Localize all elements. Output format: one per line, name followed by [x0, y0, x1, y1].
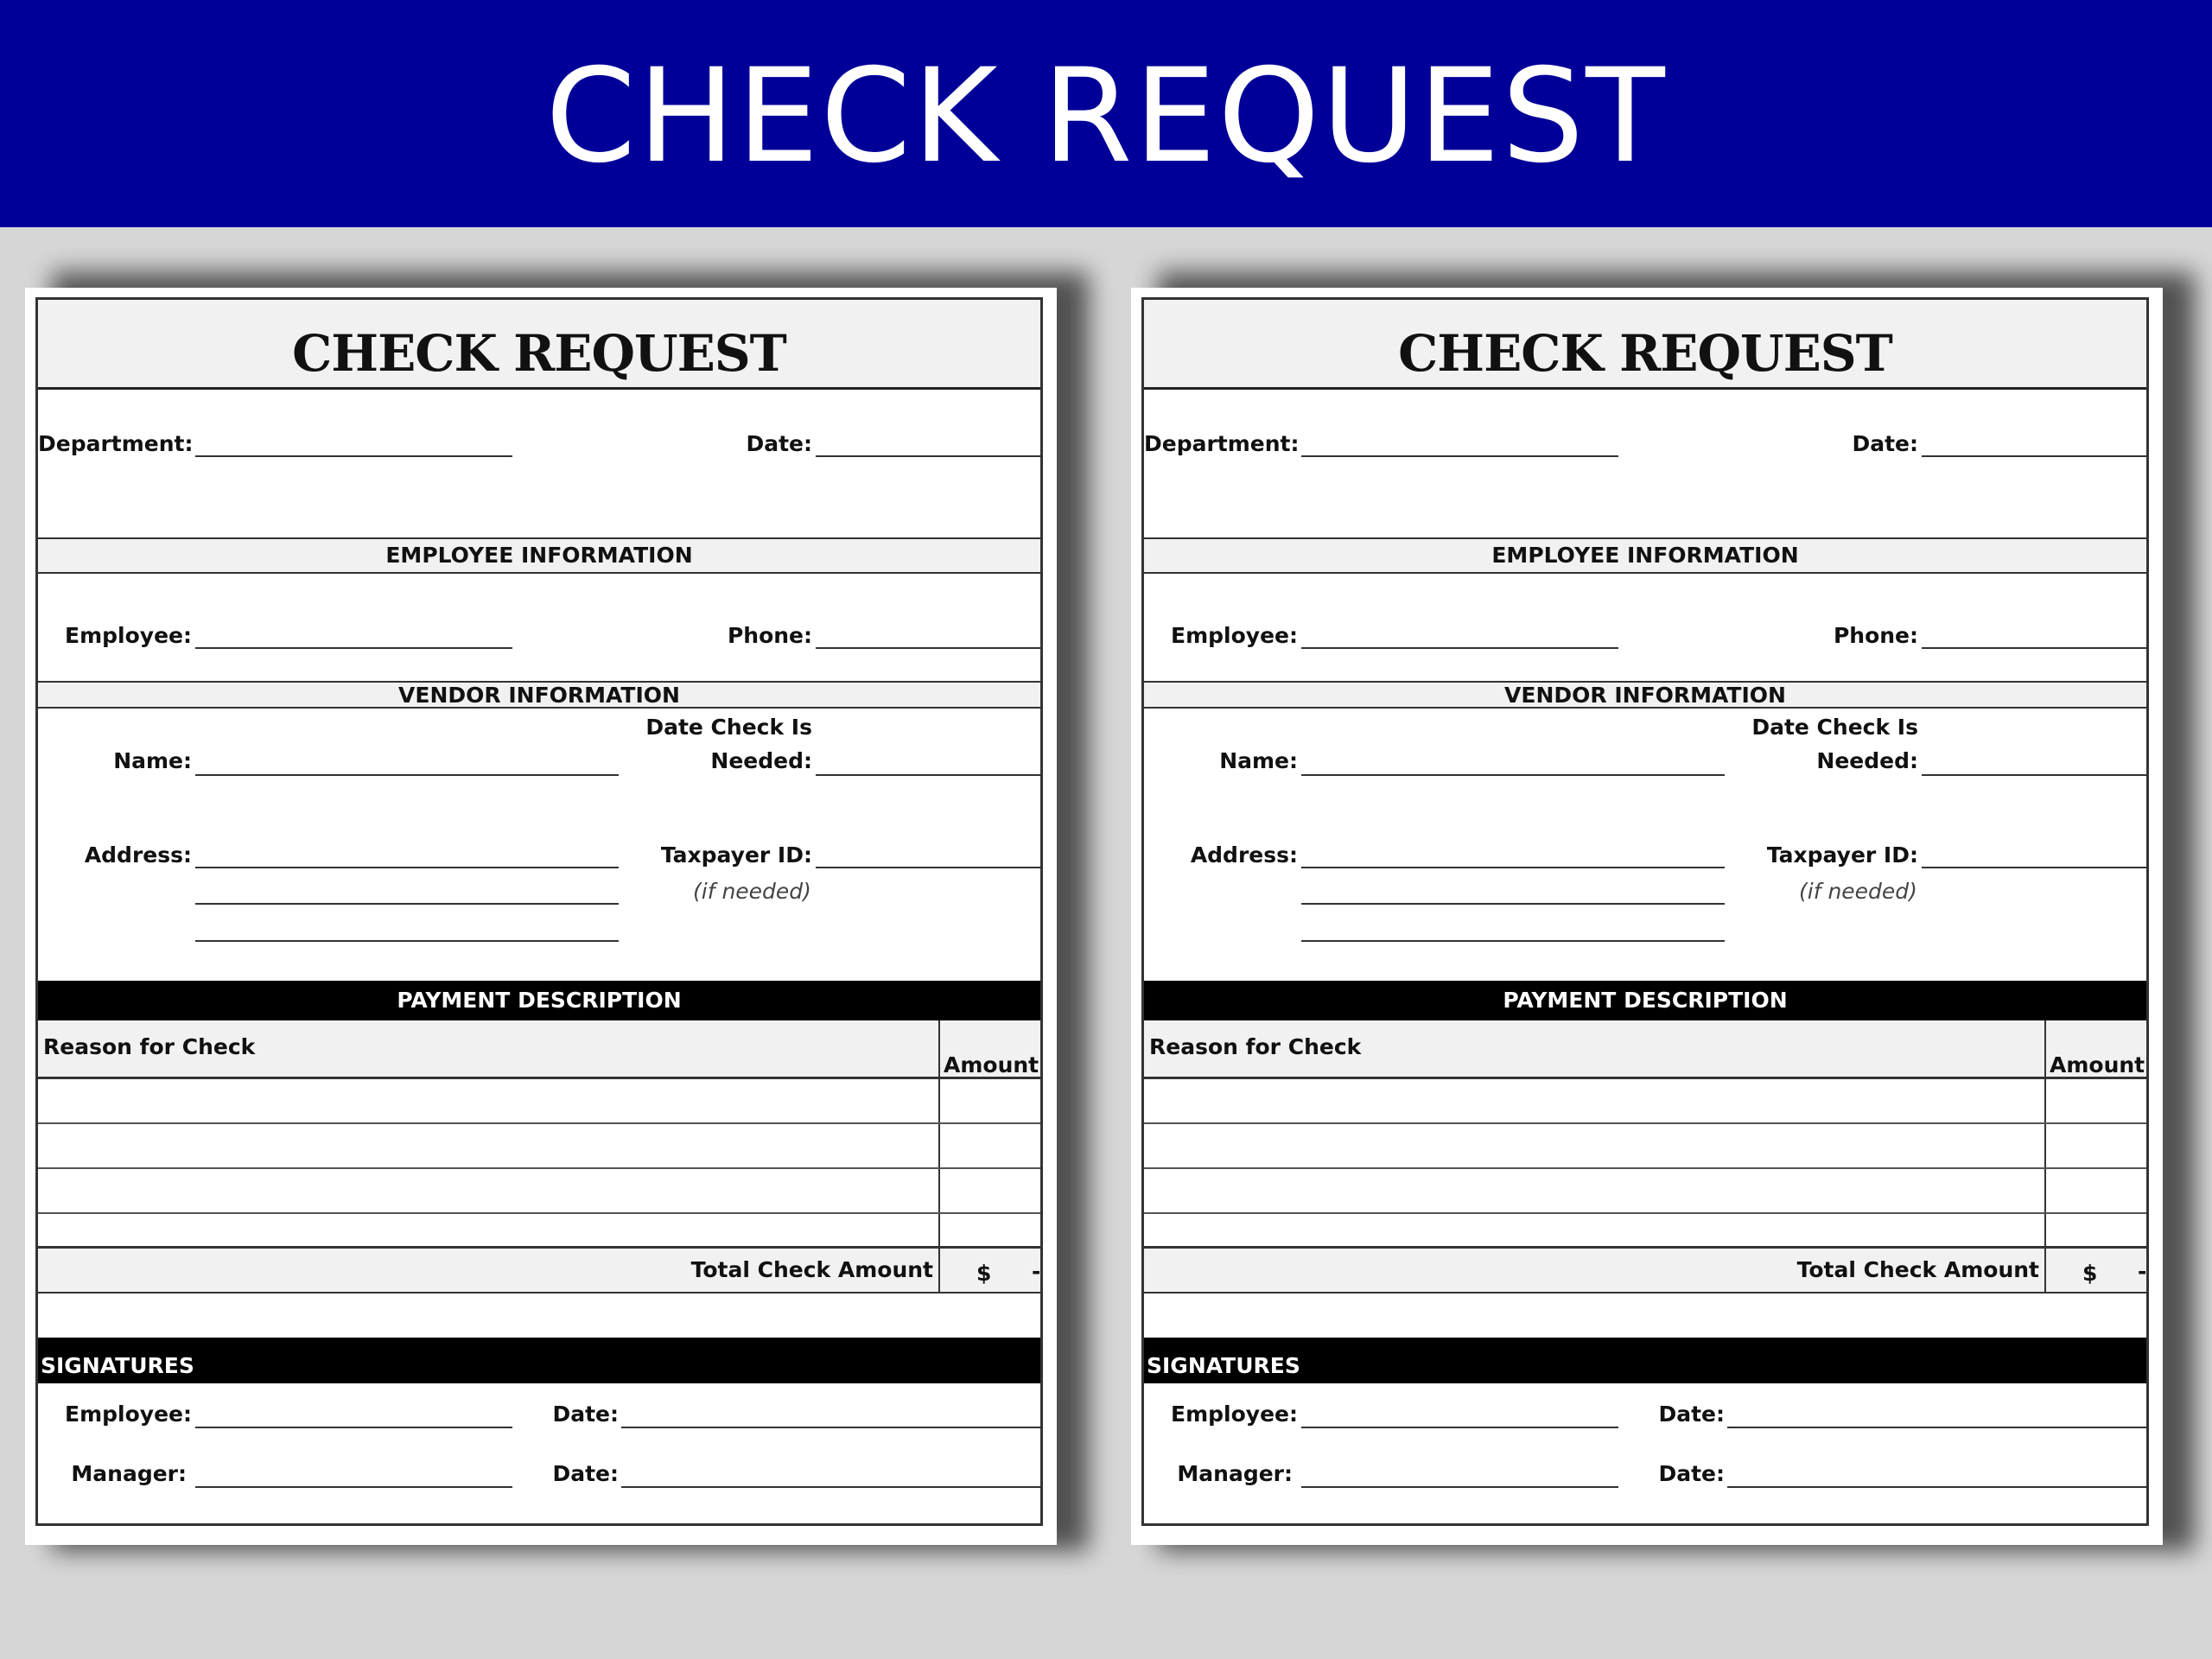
sig-employee-label: Employee:: [1171, 1402, 1298, 1427]
date-label: Date:: [1852, 431, 1918, 456]
address-field-line1[interactable]: [195, 867, 619, 868]
phone-label: Phone:: [1833, 623, 1918, 648]
payment-row-3[interactable]: [1144, 1169, 2146, 1214]
name-label: Name:: [1219, 748, 1298, 773]
sig-employee-label: Employee:: [65, 1402, 192, 1427]
payment-row-2[interactable]: [38, 1124, 1040, 1169]
address-label: Address:: [84, 842, 192, 868]
vendor-section-heading: VENDOR INFORMATION: [398, 683, 680, 708]
date-needed-label-line1: Date Check Is: [645, 715, 812, 740]
sig-employee-date-label: Date:: [1658, 1402, 1725, 1427]
date-needed-label-line2: Needed:: [710, 748, 812, 773]
payment-row-2[interactable]: [1144, 1124, 2146, 1169]
sig-employee-field[interactable]: [195, 1427, 512, 1428]
sig-manager-date-label: Date:: [552, 1461, 619, 1486]
form-frame: [1141, 297, 2149, 1526]
payment-row-3[interactable]: [38, 1169, 1040, 1214]
signatures-section-heading: SIGNATURES: [41, 1353, 194, 1378]
name-label: Name:: [113, 748, 192, 773]
sig-employee-date-field[interactable]: [1727, 1427, 2146, 1428]
taxpayer-id-label: Taxpayer ID:: [660, 842, 812, 868]
sig-manager-label: Manager:: [71, 1461, 187, 1486]
sig-manager-label: Manager:: [1177, 1461, 1293, 1486]
header-banner: [0, 0, 2212, 227]
taxpayer-note: (if needed): [1799, 879, 1917, 904]
sig-manager-field[interactable]: [195, 1486, 512, 1488]
total-check-amount-value[interactable]: -: [1032, 1259, 1041, 1284]
employee-label: Employee:: [65, 623, 192, 648]
payment-section-heading: PAYMENT DESCRIPTION: [397, 988, 682, 1013]
payment-row-1[interactable]: [38, 1079, 1040, 1124]
sig-manager-date-field[interactable]: [1727, 1486, 2146, 1488]
total-currency-symbol: $: [976, 1261, 992, 1286]
check-request-form-left: [25, 288, 1057, 1545]
employee-section-heading: EMPLOYEE INFORMATION: [385, 543, 693, 568]
vendor-name-field[interactable]: [195, 774, 619, 776]
address-field-line2[interactable]: [1301, 903, 1725, 905]
payment-row-1[interactable]: [1144, 1079, 2146, 1124]
sig-employee-field[interactable]: [1301, 1427, 1618, 1428]
department-field[interactable]: [1301, 455, 1618, 457]
amount-header: Amount: [2050, 1052, 2145, 1077]
form-frame: [35, 297, 1043, 1526]
date-field[interactable]: [1922, 455, 2146, 457]
reason-header: Reason for Check: [43, 1034, 256, 1059]
date-field[interactable]: [816, 455, 1040, 457]
sig-employee-date-field[interactable]: [621, 1427, 1040, 1428]
reason-header: Reason for Check: [1149, 1034, 1362, 1059]
address-field-line3[interactable]: [195, 940, 619, 942]
phone-label: Phone:: [727, 623, 812, 648]
address-label: Address:: [1190, 842, 1298, 868]
total-check-amount-label: Total Check Amount: [690, 1257, 933, 1282]
total-column-divider: [2044, 1249, 2046, 1292]
form-title: CHECK REQUEST: [1398, 324, 1892, 383]
employee-label: Employee:: [1171, 623, 1298, 648]
sig-manager-date-label: Date:: [1658, 1461, 1725, 1486]
phone-field[interactable]: [816, 647, 1040, 649]
vendor-name-field[interactable]: [1301, 774, 1725, 776]
signatures-section-heading: SIGNATURES: [1147, 1353, 1300, 1378]
employee-field[interactable]: [195, 647, 512, 649]
check-request-form-right: [1131, 288, 2163, 1545]
employee-section-heading: EMPLOYEE INFORMATION: [1491, 543, 1799, 568]
total-check-amount-value[interactable]: -: [2138, 1259, 2147, 1284]
employee-field[interactable]: [1301, 647, 1618, 649]
taxpayer-id-label: Taxpayer ID:: [1766, 842, 1918, 868]
form-title: CHECK REQUEST: [292, 324, 786, 383]
total-currency-symbol: $: [2082, 1261, 2098, 1286]
department-label: Department:: [1144, 431, 1300, 456]
taxpayer-id-field[interactable]: [1922, 867, 2146, 868]
banner-title: CHECK REQUEST: [545, 41, 1667, 192]
date-needed-label-line2: Needed:: [1816, 748, 1918, 773]
amount-header: Amount: [944, 1052, 1039, 1077]
date-needed-field[interactable]: [1922, 774, 2146, 776]
taxpayer-note: (if needed): [693, 879, 811, 904]
address-field-line3[interactable]: [1301, 940, 1725, 942]
sig-manager-date-field[interactable]: [621, 1486, 1040, 1488]
total-check-amount-label: Total Check Amount: [1796, 1257, 2039, 1282]
department-label: Department:: [38, 431, 194, 456]
date-needed-label-line1: Date Check Is: [1751, 715, 1918, 740]
date-label: Date:: [746, 431, 812, 456]
vendor-section-heading: VENDOR INFORMATION: [1504, 683, 1786, 708]
phone-field[interactable]: [1922, 647, 2146, 649]
address-field-line2[interactable]: [195, 903, 619, 905]
department-field[interactable]: [195, 455, 512, 457]
taxpayer-id-field[interactable]: [816, 867, 1040, 868]
total-column-divider: [938, 1249, 940, 1292]
sig-manager-field[interactable]: [1301, 1486, 1618, 1488]
payment-section-heading: PAYMENT DESCRIPTION: [1503, 988, 1788, 1013]
address-field-line1[interactable]: [1301, 867, 1725, 868]
sig-employee-date-label: Date:: [552, 1402, 619, 1427]
date-needed-field[interactable]: [816, 774, 1040, 776]
